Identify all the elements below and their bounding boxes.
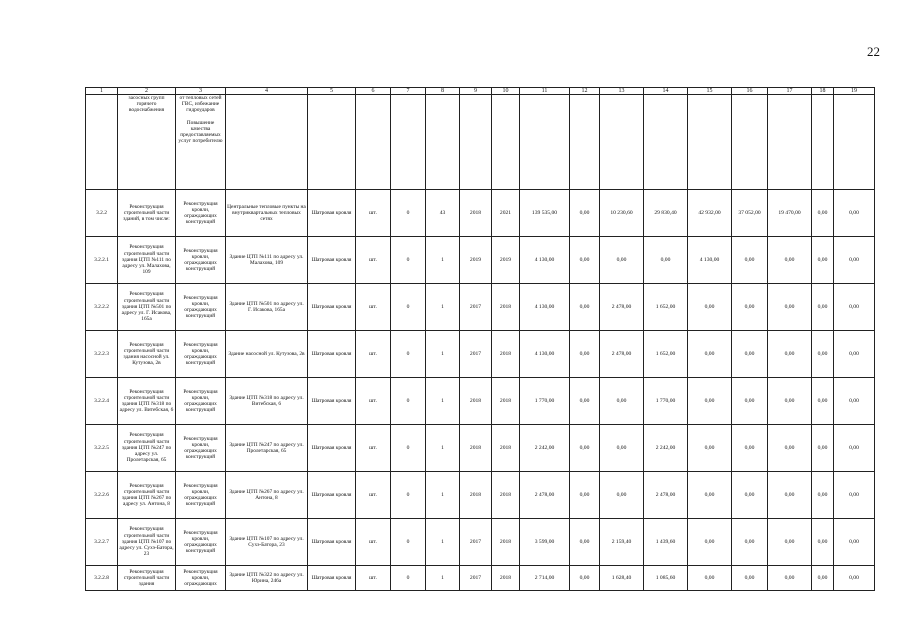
table-cell: 1 [426,566,460,591]
table-cell: Реконструкция кровли, ограждающих конструкций [176,284,226,331]
table-cell: Реконструкция строительной части здания ЦТП №111 по адресу ул. Малахова, 109 [118,237,176,284]
column-number-cell: 2 [118,88,176,95]
table-cell: шт. [356,190,391,237]
table-cell: 0,00 [768,566,812,591]
table-cell: 37 052,00 [732,190,768,237]
table-cell: Здание ЦТП №267 по адресу ул. Антона, 8 [226,472,308,519]
table-cell: 0,00 [834,284,875,331]
column-number-cell: 16 [732,88,768,95]
column-number-cell: 14 [644,88,688,95]
table-cell: 0,00 [644,237,688,284]
table-cell: 0 [391,237,426,284]
table-cell: Центральные тепловые пункты на внутриквартальных тепловых сетях [226,190,308,237]
table-cell: 3.2.2.7 [86,519,118,566]
table-cell: 0,00 [834,190,875,237]
table-cell: 0,00 [570,425,600,472]
table-cell: 0,00 [600,425,644,472]
table-cell: 3 599,00 [520,519,570,566]
page-number: 22 [867,44,880,59]
table-cell: шт. [356,331,391,378]
table-cell: Реконструкция строительной части здания ЦТП №318 по адресу ул. Витебская, 6 [118,378,176,425]
table-cell: 2 242,00 [644,425,688,472]
column-number-cell: 9 [460,88,492,95]
table-cell: 0,00 [600,378,644,425]
table-cell: Здание ЦТП №107 по адресу ул. Сухэ-Батора, 23 [226,519,308,566]
table-cell: 2018 [492,331,520,378]
table-cell: 4 130,00 [520,284,570,331]
table-cell: Реконструкция кровли, ограждающих конструкций [176,190,226,237]
table-cell: 0,00 [812,378,834,425]
table-cell: 0,00 [570,519,600,566]
table-cell [812,95,834,190]
table-cell [768,95,812,190]
table-cell: 1 [426,284,460,331]
table-cell: 0,00 [834,566,875,591]
table-cell: 0,00 [768,331,812,378]
table-cell: 0,00 [732,378,768,425]
table-cell: 1 [426,519,460,566]
table-cell [426,95,460,190]
column-number-cell: 10 [492,88,520,95]
table-cell: 0,00 [732,472,768,519]
table-cell: 3.2.2.2 [86,284,118,331]
table-cell: Здание ЦТП №247 по адресу ул. Пролетарская, 65 [226,425,308,472]
table-cell: Реконструкция строительной части здания ЦТП №247 по адресу ул. Пролетарская, 65 [118,425,176,472]
table-cell: Здание ЦТП №318 по адресу ул. Витебская, 6 [226,378,308,425]
table-cell: 0,00 [732,425,768,472]
table-cell: 0,00 [768,237,812,284]
table-header-row [86,88,875,95]
table-cell: 0,00 [570,378,600,425]
column-number-cell: 15 [688,88,732,95]
table-cell: 0,00 [600,237,644,284]
table-cell: 2 242,00 [520,425,570,472]
table-cell: Реконструкция кровли, ограждающих конструкций [176,237,226,284]
table-cell: 2018 [492,566,520,591]
table-cell: 0,00 [688,566,732,591]
table-cell: 0 [391,472,426,519]
column-number-cell: 11 [520,88,570,95]
table-cell: 2 478,00 [520,472,570,519]
table-cell: Шатровая кровля [308,425,356,472]
table-cell: 3.2.2.8 [86,566,118,591]
table-cell: 1 [426,378,460,425]
column-number-cell: 13 [600,88,644,95]
table-cell: 0,00 [812,566,834,591]
table-cell: 0,00 [834,237,875,284]
table-cell: 2019 [492,237,520,284]
table-cell: 2018 [460,378,492,425]
table-cell: 2018 [492,378,520,425]
table-cell: 0,00 [732,284,768,331]
table-cell: Реконструкция строительной части здания [118,566,176,591]
table-cell: 1 085,60 [644,566,688,591]
table-cell: 2018 [492,284,520,331]
table-cell [391,95,426,190]
table-cell: Реконструкция кровли, ограждающих [176,566,226,591]
table-cell: Реконструкция строительной части здания ЦТП №501 по адресу ул. Г. Исакова, 165а [118,284,176,331]
table-cell: 0 [391,190,426,237]
table-cell: 0,00 [688,378,732,425]
table-cell: 2018 [460,190,492,237]
table-cell: 4 130,00 [520,237,570,284]
table-cell: 42 932,00 [688,190,732,237]
table-cell: 4 130,00 [688,237,732,284]
table-cell: 1 439,60 [644,519,688,566]
table-cell: 2019 [460,237,492,284]
table-cell: 2017 [460,284,492,331]
table-cell: 0,00 [688,284,732,331]
column-number-cell: 1 [86,88,118,95]
table-cell: засосных групп горячего водоснабжения [118,95,176,190]
table-cell: 1 [426,425,460,472]
column-number-cell: 5 [308,88,356,95]
table-cell [644,95,688,190]
table-cell: Шатровая кровля [308,331,356,378]
table-row [86,190,875,237]
table-cell: шт. [356,284,391,331]
table-cell: Здание насосной ул. Кутузова, 2в [226,331,308,378]
table-cell: Реконструкция строительной части здания насосной ул. Кутузова, 2в [118,331,176,378]
table-cell [520,95,570,190]
table-cell: Шатровая кровля [308,519,356,566]
table-cell: 43 [426,190,460,237]
column-number-cell: 4 [226,88,308,95]
table-cell: Здание ЦТП №322 по адресу ул. Юрина, 246а [226,566,308,591]
table-cell: 0,00 [834,378,875,425]
table-cell [460,95,492,190]
table-cell: Шатровая кровля [308,284,356,331]
table-cell: 0,00 [570,331,600,378]
column-number-cell: 12 [570,88,600,95]
table-cell [834,95,875,190]
table-cell: 1 [426,331,460,378]
table-cell: 0,00 [834,331,875,378]
table-cell: 0,00 [834,425,875,472]
table-cell: 0,00 [732,566,768,591]
table-cell: 2018 [492,425,520,472]
table-cell [600,95,644,190]
table-cell: 0,00 [688,331,732,378]
table-cell: Шатровая кровля [308,190,356,237]
table-cell: 2 159,40 [600,519,644,566]
table-cell: шт. [356,566,391,591]
column-number-cell: 3 [176,88,226,95]
table-cell: 3.2.2.3 [86,331,118,378]
table-cell [570,95,600,190]
table-cell: шт. [356,519,391,566]
table-cell: Реконструкция кровли, ограждающих конструкций [176,425,226,472]
table-cell: Шатровая кровля [308,237,356,284]
table-cell: 0 [391,566,426,591]
table-cell: Реконструкция кровли, ограждающих конструкций [176,378,226,425]
table-row [86,472,875,519]
table-row [86,425,875,472]
table-cell: шт. [356,472,391,519]
table-cell: 3.2.2.4 [86,378,118,425]
table-cell: 1 770,00 [520,378,570,425]
table-cell: 2017 [460,566,492,591]
table-cell: 2018 [492,472,520,519]
table-cell: 1 652,00 [644,284,688,331]
table-row [86,237,875,284]
table-cell: 29 830,40 [644,190,688,237]
investment-program-table [85,87,875,591]
table-cell: 10 230,60 [600,190,644,237]
table-cell: 0,00 [768,284,812,331]
column-number-cell: 19 [834,88,875,95]
table-cell: 1 [426,237,460,284]
table-cell: 0 [391,378,426,425]
table-row [86,566,875,591]
table-cell: 2021 [492,190,520,237]
table-cell: 2018 [460,425,492,472]
table-cell: Реконструкция кровли, ограждающих конструкций [176,331,226,378]
table-cell: 1 628,40 [600,566,644,591]
table-cell: 0,00 [570,237,600,284]
table-cell: шт. [356,378,391,425]
table-cell: Реконструкция строительной части зданий, в том числе: [118,190,176,237]
table-cell: 0,00 [732,237,768,284]
table-cell: 3.2.2.6 [86,472,118,519]
table-cell: 3.2.2.5 [86,425,118,472]
table-cell: 19 470,00 [768,190,812,237]
table-cell: 139 535,00 [520,190,570,237]
table-row [86,519,875,566]
table-cell: 1 [426,472,460,519]
table-cell: от тепловых сетей ГВС, избежание гидроударов Повышение качества предоставляемых услуг потребителю [176,95,226,190]
table-cell: 2 478,00 [600,284,644,331]
table-cell: Шатровая кровля [308,378,356,425]
table-cell: Шатровая кровля [308,566,356,591]
table-row [86,331,875,378]
table-cell: шт. [356,425,391,472]
table-cell [308,95,356,190]
table-cell: 4 130,00 [520,331,570,378]
table-row [86,284,875,331]
table-cell: 0,00 [812,472,834,519]
table-cell: 0 [391,519,426,566]
table-cell: 0 [391,425,426,472]
table-cell: шт. [356,237,391,284]
table-cell: 0,00 [570,472,600,519]
table-cell: Реконструкция строительной части здания ЦТП №107 по адресу ул. Сухэ-Батора, 23 [118,519,176,566]
table-cell: 2 478,00 [600,331,644,378]
table-cell: 1 770,00 [644,378,688,425]
table-cell: 0,00 [768,378,812,425]
table-cell: 0,00 [834,472,875,519]
table-cell: 0,00 [812,425,834,472]
table-cell: Реконструкция строительной части здания ЦТП №267 по адресу ул. Антона, 8 [118,472,176,519]
table-cell [86,95,118,190]
table-row [86,95,875,190]
table-cell: Реконструкция кровли, ограждающих конструкций [176,519,226,566]
table-cell: 2017 [460,519,492,566]
table-cell: 0,00 [688,472,732,519]
table-cell [732,95,768,190]
table-cell: 0,00 [812,284,834,331]
table-cell: 1 652,00 [644,331,688,378]
table-cell: 0,00 [812,237,834,284]
table-cell: 0,00 [812,190,834,237]
table-cell: 3.2.2.1 [86,237,118,284]
table-cell: 2017 [460,331,492,378]
table-cell: 2018 [460,472,492,519]
table-cell [688,95,732,190]
table-cell: Здание ЦТП №501 по адресу ул. Г. Исакова, 165а [226,284,308,331]
table-cell: 2 478,00 [644,472,688,519]
table-cell: 0 [391,331,426,378]
table-cell: Реконструкция кровли, ограждающих конструкций [176,472,226,519]
table-cell: 0,00 [768,472,812,519]
table-cell: 0,00 [812,519,834,566]
table-cell: 2018 [492,519,520,566]
column-number-cell: 7 [391,88,426,95]
table-cell: 0,00 [732,519,768,566]
table-cell: 0,00 [600,472,644,519]
table-cell: 0,00 [768,519,812,566]
table-cell: 0 [391,284,426,331]
table-row [86,378,875,425]
table-cell: 0,00 [570,566,600,591]
column-number-cell: 17 [768,88,812,95]
table-cell: 0,00 [688,425,732,472]
column-number-cell: 6 [356,88,391,95]
table-cell: Здание ЦТП №111 по адресу ул. Малахова, 109 [226,237,308,284]
table-cell: 0,00 [570,190,600,237]
column-number-cell: 18 [812,88,834,95]
table-cell: 2 714,00 [520,566,570,591]
table-cell: 0,00 [812,331,834,378]
table-cell: 0,00 [570,284,600,331]
table-cell [356,95,391,190]
table-cell: 0,00 [688,519,732,566]
table-cell [226,95,308,190]
table-cell: 0,00 [768,425,812,472]
table-cell [492,95,520,190]
table-cell: 0,00 [834,519,875,566]
column-number-cell: 8 [426,88,460,95]
table-cell: Шатровая кровля [308,472,356,519]
table-cell: 3.2.2 [86,190,118,237]
table-cell: 0,00 [732,331,768,378]
